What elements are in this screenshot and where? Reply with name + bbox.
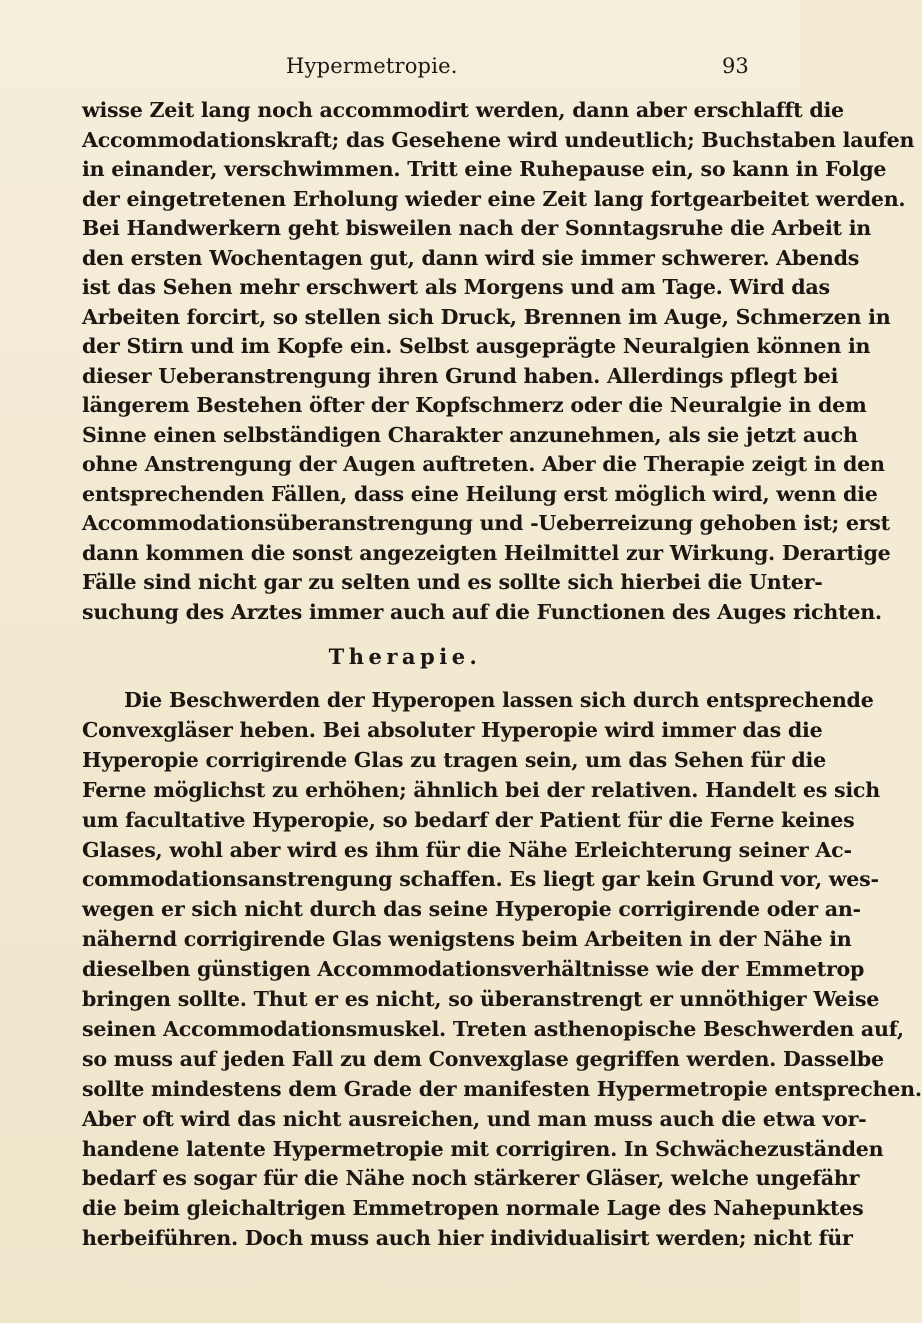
text-line: Fälle sind nicht gar zu selten und es sollte sich hierbei die Unter- xyxy=(82,570,823,594)
text-line: seinen Accommodationsmuskel. Treten asthenopische Beschwerden auf, xyxy=(82,1016,904,1041)
text-line: längerem Bestehen öfter der Kopfschmerz oder die Neuralgie in dem xyxy=(82,393,867,417)
page-number: 93 xyxy=(722,54,749,78)
text-line: den ersten Wochentagen gut, dann wird sie immer schwerer. Abends xyxy=(82,245,860,270)
text-line: Ferne möglichst zu erhöhen; ähnlich bei der relativen. Handelt es sich xyxy=(82,777,880,802)
text-line: dieser Ueberanstrengung ihren Grund haben. Allerdings pflegt bei xyxy=(82,363,839,388)
text-line: suchung des Arztes immer auch auf die Functionen des Auges richten. xyxy=(82,599,882,624)
text-line: bringen sollte. Thut er es nicht, so überanstrengt er unnöthiger Weise xyxy=(82,987,880,1011)
text-line: Glases, wohl aber wird es ihm für die Nähe Erleichterung seiner Ac- xyxy=(82,837,852,862)
text-line: wegen er sich nicht durch das seine Hyperopie corrigirende oder an- xyxy=(82,897,861,922)
text-line: der eingetretenen Erholung wieder eine Zeit lang fortgearbeitet werden. xyxy=(82,186,906,211)
text-line: nähernd corrigirende Glas wenigstens beim Arbeiten in der Nähe in xyxy=(82,927,852,952)
text-line: die beim gleichaltrigen Emmetropen normale Lage des Nahepunktes xyxy=(82,1196,864,1221)
text-line: Die Beschwerden der Hyperopen lassen sich durch entsprechende xyxy=(124,688,874,712)
text-line: wisse Zeit lang noch accommodirt werden, dann aber erschlafft die xyxy=(82,98,844,122)
text-line: der Stirn und im Kopfe ein. Selbst ausgeprägte Neuralgien können in xyxy=(82,334,871,358)
text-line: sollte mindestens dem Grade der manifesten Hypermetropie entsprechen. xyxy=(82,1076,922,1101)
text-line: commodationsanstrengung schaffen. Es liegt gar kein Grund vor, wes- xyxy=(82,867,879,892)
text-line: Convexgläser heben. Bei absoluter Hyperopie wird immer das die xyxy=(82,717,823,742)
text-line: dieselben günstigen Accommodationsverhältnisse wie der Emmetrop xyxy=(82,957,865,982)
text-line: Accommodationskraft; das Gesehene wird undeutlich; Buchstaben laufen xyxy=(82,127,915,152)
running-head xyxy=(0,54,800,84)
text-line: Aber oft wird das nicht ausreichen, und man muss auch die etwa vor- xyxy=(82,1106,867,1131)
text-line: so muss auf jeden Fall zu dem Convexglase gegriffen werden. Dasselbe xyxy=(82,1046,884,1071)
text-line: Accommodationsüberanstrengung und -Ueberreizung gehoben ist; erst xyxy=(82,511,890,535)
text-line: Bei Handwerkern geht bisweilen nach der Sonntagsruhe die Arbeit in xyxy=(82,216,872,240)
text-line: Sinne einen selbständigen Charakter anzunehmen, als sie jetzt auch xyxy=(82,422,858,447)
section-heading: Therapie. xyxy=(328,644,482,669)
text-line: dann kommen die sonst angezeigten Heilmittel zur Wirkung. Derartige xyxy=(82,540,891,565)
text-line: ist das Sehen mehr erschwert als Morgens und am Tage. Wird das xyxy=(82,275,830,299)
text-line: entsprechenden Fällen, dass eine Heilung erst möglich wird, wenn die xyxy=(82,481,878,506)
text-line: in einander, verschwimmen. Tritt eine Ruhepause ein, so kann in Folge xyxy=(82,157,887,181)
text-line: bedarf es sogar für die Nähe noch stärkerer Gläser, welche ungefähr xyxy=(82,1166,860,1191)
text-line: herbeiführen. Doch muss auch hier individualisirt werden; nicht für xyxy=(82,1226,853,1251)
text-line: ohne Anstrengung der Augen auftreten. Aber die Therapie zeigt in den xyxy=(82,452,885,476)
text-line: Hyperopie corrigirende Glas zu tragen sein, um das Sehen für die xyxy=(82,747,826,772)
running-title: Hypermetropie. xyxy=(286,54,458,78)
text-line: Arbeiten forcirt, so stellen sich Druck, Brennen im Auge, Schmerzen in xyxy=(82,304,891,329)
text-line: um facultative Hyperopie, so bedarf der Patient für die Ferne keines xyxy=(82,807,855,832)
text-line: handene latente Hypermetropie mit corrigiren. In Schwächezuständen xyxy=(82,1136,884,1161)
